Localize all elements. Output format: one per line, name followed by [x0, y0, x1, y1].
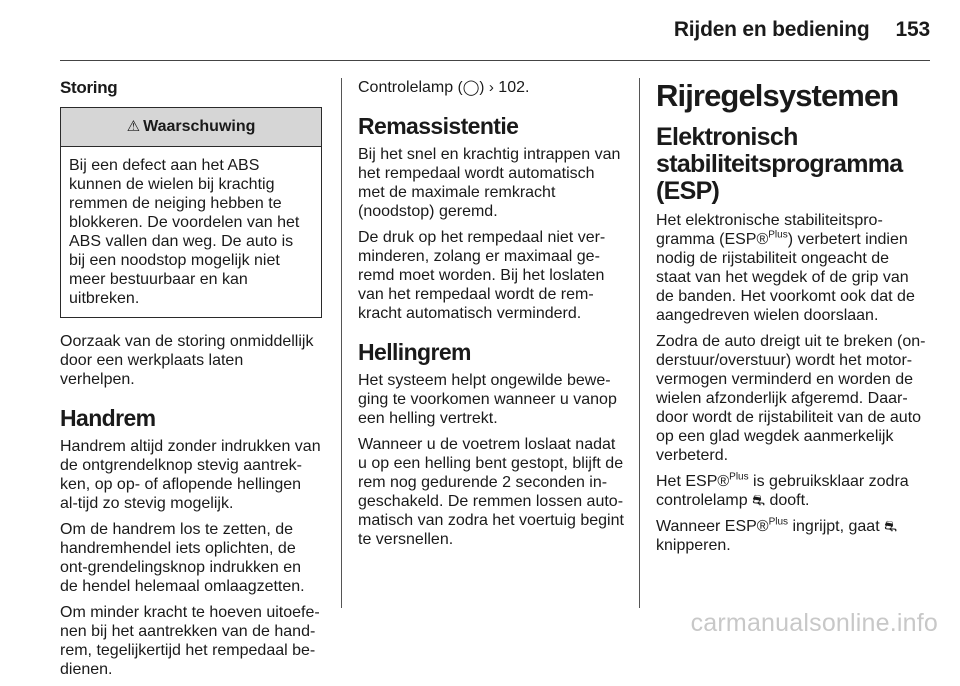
superscript-plus: Plus [768, 229, 788, 241]
heading-rijregelsystemen: Rijregelsystemen [656, 78, 899, 113]
heading-handrem: Handrem [60, 405, 156, 431]
paragraph-remassistentie-1: Bij het snel en krachtig intrappen van het rempedaal wordt automatisch met de maximale remkracht (noodstop) geremd. [358, 146, 621, 220]
heading-esp: Elektronisch stabiliteitsprogramma (ESP) [656, 123, 903, 205]
paragraph-esp-4 [656, 517, 926, 555]
controlelamp-page-ref: 102. [498, 79, 530, 96]
column-3 [656, 78, 926, 562]
paragraph-handrem-3: Om minder kracht te hoeven uitoefe-nen bij het aantrekken van de hand-rem, tegelijkertijd het rempedaal be-dienen. [60, 604, 320, 678]
heading-hellingrem: Hellingrem [358, 339, 471, 365]
column-divider-left [341, 78, 342, 608]
esp-p4-part-c: knipperen. [656, 537, 731, 554]
header-title: Rijden en bediening [673, 18, 870, 41]
page-number: 153 [895, 18, 930, 41]
paragraph-oorzaak: Oorzaak van de storing onmiddellijk door een werkplaats laten verhelpen. [60, 333, 314, 388]
esp-p1-part-a: Het elektronische stabiliteitspro-gramma (ESP® [656, 212, 883, 248]
abs-lamp-icon: (◯) [457, 79, 485, 96]
esp-p1-part-b: ) verbetert indien nodig de rijstabiliteit ongeacht de staat van het wegdek of de grip van de banden. Het voorkomt ook dat de aangedreven wielen doorslaan. [656, 231, 915, 324]
esp-skid-car-icon: ⛐ [884, 518, 898, 535]
paragraph-handrem-1: Handrem altijd zonder indrukken van de ontgrendelknop stevig aantrek-ken, op op- of aflopende hellingen al-tijd zo stevig mogelijk. [60, 438, 321, 512]
section-title-storing: Storing [60, 78, 118, 97]
paragraph-esp-2: Zodra de auto dreigt uit te breken (on-derstuur/overstuur) wordt het motor-vermogen verminderd en worden de wielen afzonderlijk afgeremd. Daar-door wordt de rijstabiliteit van de auto op een glad wegdek aanmerkelijk verbeterd. [656, 333, 926, 464]
esp-p3-part-c: dooft. [769, 492, 810, 509]
warning-triangle-icon: ⚠ [126, 118, 141, 135]
superscript-plus: Plus [768, 516, 789, 528]
paragraph-handrem-2: Om de handrem los te zetten, de handremhendel iets oplichten, de ont-grendelingsknop indrukken en de hendel helemaal omlaagzetten. [60, 521, 305, 595]
superscript-plus: Plus [729, 471, 749, 483]
warning-header [61, 108, 321, 147]
paragraph-remassistentie-2: De druk op het rempedaal niet ver-minderen, zolang er maximaal ge-remd moet worden. Bij het loslaten van het rempedaal wordt de rem-kracht automatisch verminderd. [358, 229, 606, 322]
paragraph-esp-1 [656, 211, 926, 325]
esp-p3-part-b: is gebruiksklaar zodra controlelamp [656, 473, 909, 509]
heading-remassistentie: Remassistentie [358, 113, 519, 139]
warning-text: Bij een defect aan het ABS kunnen de wielen bij krachtig remmen de neiging hebben te blokkeren. De voordelen van het ABS vallen dan weg. De auto is bij een noodstop mogelijk niet meer bestuurbaar en kan uitbreken. [69, 157, 300, 307]
esp-skid-car-icon: ⛐ [752, 492, 766, 509]
esp-p4-part-b: ingrijpt, gaat [788, 518, 880, 535]
column-divider-right [639, 78, 640, 608]
paragraph-hellingrem-2: Wanneer u de voetrem loslaat nadat u op een helling bent gestopt, blijft de rem nog gedurende 2 seconden in-geschakeld. De remmen lossen auto-matisch van zodra het voertuig begint te versnellen. [358, 436, 624, 548]
paragraph-hellingrem-1: Het systeem helpt ongewilde bewe-ging te voorkomen wanneer u vanop een helling vertrekt. [358, 372, 617, 427]
warning-title: Waarschuwing [143, 118, 256, 135]
column-2 [358, 78, 624, 556]
controlelamp-label: Controlelamp [358, 79, 454, 96]
page-reference-icon: › [488, 79, 494, 96]
watermark: carmanualsonline.info [690, 609, 938, 637]
controlelamp-line [358, 78, 624, 97]
page-header [674, 18, 930, 42]
column-1 [60, 78, 322, 686]
esp-p3-part-a: Het ESP® [656, 473, 730, 490]
paragraph-esp-3 [656, 472, 926, 510]
header-rule [60, 60, 930, 61]
warning-box [60, 107, 322, 318]
esp-p4-part-a: Wanneer ESP® [656, 518, 769, 535]
